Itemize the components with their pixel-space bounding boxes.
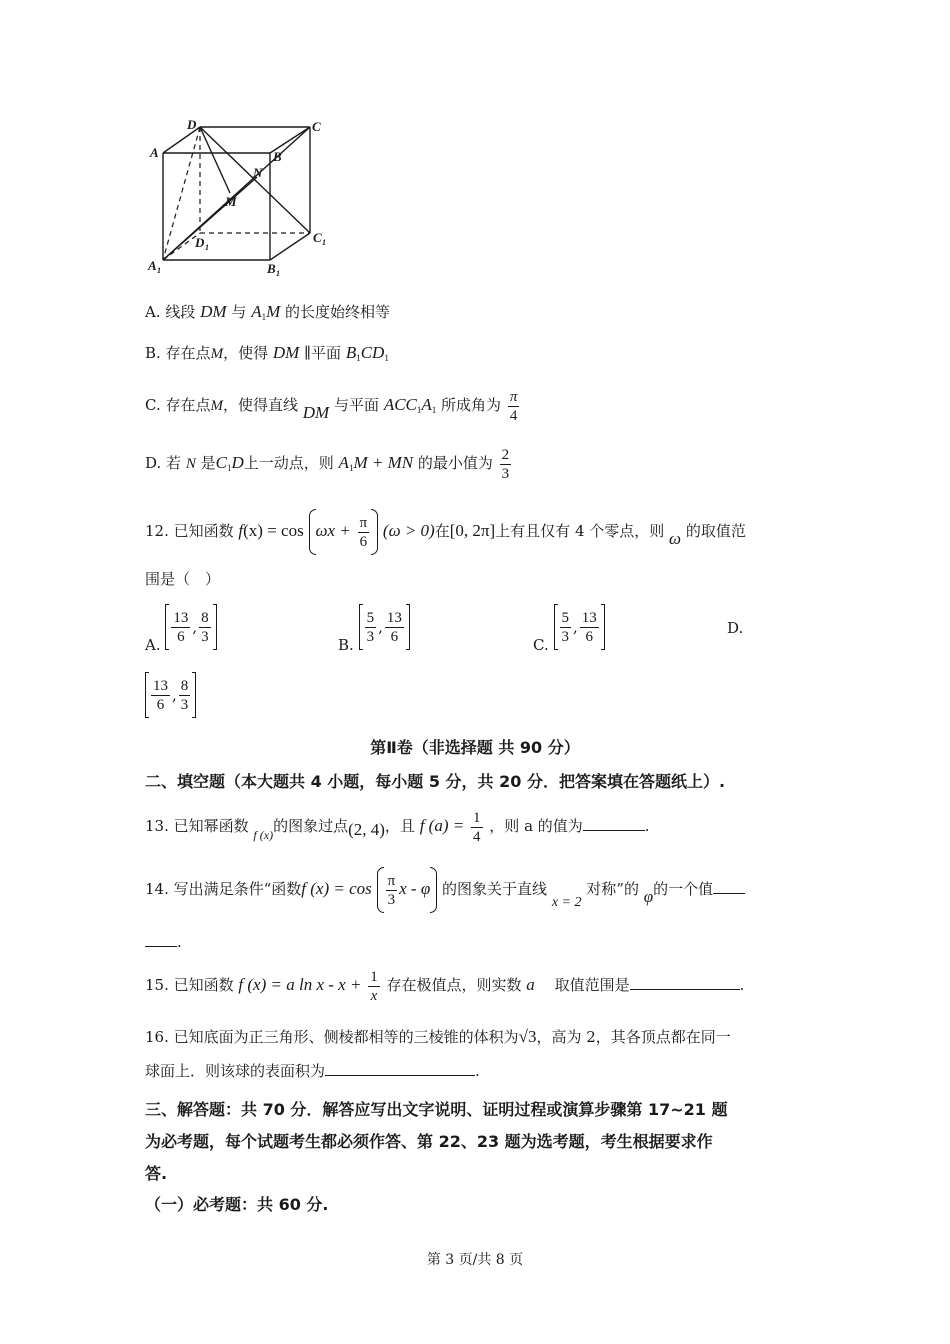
label-C: C [312, 119, 321, 134]
label-A1: A [148, 258, 157, 273]
q15: 15. 已知函数 f (x) = a ln x - x + $\frac{1}{x}$ 存在极值点，则实数 a 取值范围是 . [145, 968, 745, 1004]
q12-option-a: A. $\frac{13}{6}$ , $\frac{8}{3}$ [145, 604, 217, 668]
q11-option-b: B. 存在点M，使得 DM ∥平面 $B_1CD_1$ [145, 343, 389, 363]
label-C1: C [313, 230, 322, 245]
svg-text:1: 1 [205, 243, 209, 252]
q12-option-b: B. $\frac{5}{3}$ , $\frac{13}{6}$ [338, 604, 410, 668]
q12-stem: 12. 已知函数 f(x) = cos ωx + $\frac{\pi}{6}$ (ω > 0)在[0, 2π]上有且仅有 4 个零点，则 ω 的取值范 [145, 508, 746, 562]
q11-option-c: C. 存在点M，使得直线 DM 与平面 $ACC_1A_1$ 所成角为 $\frac{\pi}{4}$ [145, 388, 518, 424]
section3-line3: 答. [145, 1164, 168, 1183]
q12-option-d: $\frac{13}{6}$ , $\frac{8}{3}$ [145, 672, 196, 736]
q12-stem-line2: 围是（ ） [145, 570, 221, 588]
label-D1: D [195, 235, 205, 250]
q12-option-c: C. $\frac{5}{3}$ , $\frac{13}{6}$ [533, 604, 605, 668]
label-M: M [225, 194, 237, 209]
label-B1: B [267, 261, 276, 276]
q16-line1: 16. 已知底面为正三角形、侧棱都相等的三棱锥的体积为√3，高为 2，其各顶点都在同一 [145, 1027, 731, 1046]
label-N: N [253, 165, 263, 180]
svg-text:1: 1 [157, 266, 161, 275]
section3-line1: 三、解答题：共 70 分．解答应写出文字说明、证明过程或演算步骤第 17~21 题 [145, 1100, 728, 1119]
q12-option-d-label: D. [727, 619, 744, 637]
part2-title: 第Ⅱ卷（非选择题 共 90 分） [370, 738, 580, 757]
label-D: D [187, 117, 197, 132]
q11-option-a: A. 线段 DM 与 $A_1M$ 的长度始终相等 [145, 302, 391, 322]
svg-text:1: 1 [322, 238, 326, 247]
section3-subtitle: （一）必考题：共 60 分. [145, 1195, 329, 1214]
cube-figure [145, 115, 335, 280]
q16-line2: 球面上．则该球的表面积为 . [145, 1062, 480, 1080]
label-B: B [273, 149, 282, 164]
q14: 14. 写出满足条件“函数f (x) = cos $\frac{\pi}{3}$ x - φ 的图象关于直线 x = 2 对称”的 φ的一个值 [145, 866, 745, 926]
q11-option-d: D. 若 N 是$C_1D$上一动点，则 $A_1M$ + MN 的最小值为 $\frac{2}{3}$ [145, 446, 510, 482]
q14-line2: . [145, 931, 182, 953]
section3-line2: 为必考题，每个试题考生都必须作答、第 22、23 题为选考题，考生根据要求作 [145, 1132, 713, 1151]
label-A: A [150, 145, 159, 160]
page-footer: 第 3 页/共 8 页 [426, 1252, 524, 1268]
section2-title: 二、填空题（本大题共 4 小题，每小题 5 分，共 20 分．把答案填在答题纸上）. [145, 772, 726, 791]
q13: 13. 已知幂函数 $_{f (x)}$的图象过点(2, 4)，且 f (a) = $\frac{1}{4}$ ，则 a 的值为 . [145, 809, 650, 845]
svg-text:1: 1 [276, 269, 280, 278]
